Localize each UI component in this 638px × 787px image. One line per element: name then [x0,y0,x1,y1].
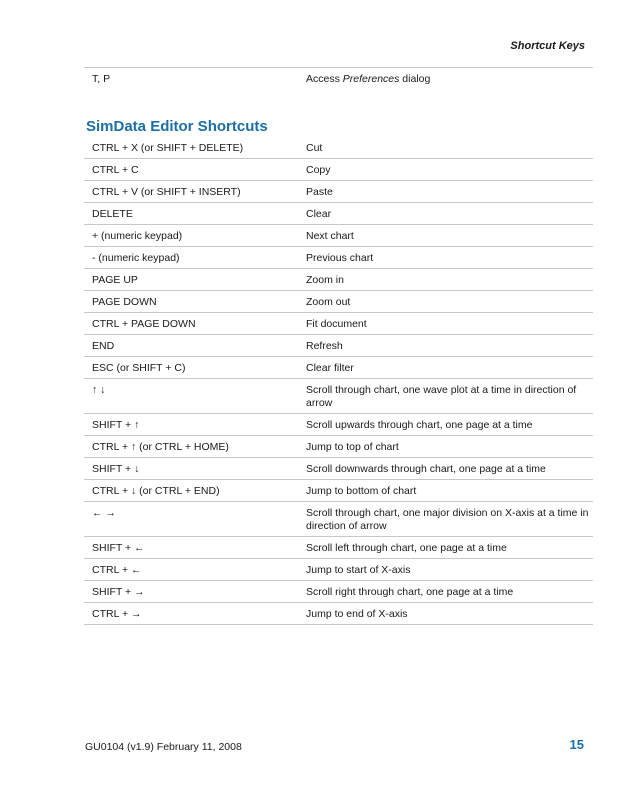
shortcut-description: Scroll right through chart, one page at a time [306,586,514,598]
shortcut-description: Cut [306,142,323,154]
dialog-name: Preferences [342,73,400,85]
table-row [84,502,593,537]
shortcut-key: CTRL + C [92,164,139,176]
table-row [84,269,593,291]
shortcut-key: ESC (or SHIFT + C) [92,362,186,374]
table-row [84,137,593,159]
shortcut-key: CTRL + → [92,608,142,620]
table-row [84,559,593,581]
section-heading: SimData Editor Shortcuts [86,118,268,135]
shortcut-key: SHIFT + ↓ [92,463,140,475]
document-info: GU0104 (v1.9) February 11, 2008 [85,741,242,753]
table-row [84,313,593,335]
shortcut-description: Jump to top of chart [306,441,399,453]
shortcut-description: Clear filter [306,362,354,374]
shortcut-key: + (numeric keypad) [92,230,183,242]
shortcut-key: PAGE DOWN [92,296,157,308]
shortcut-key: ← → [92,507,116,519]
shortcut-description: Previous chart [306,252,374,264]
shortcut-description: Zoom out [306,296,351,308]
shortcut-description: Jump to bottom of chart [306,485,417,497]
shortcut-description: Jump to end of X-axis [306,608,408,620]
shortcut-description: Scroll through chart, one wave plot at a time in direction of arrow [306,384,577,409]
shortcut-description: Paste [306,186,333,198]
shortcut-key: ↑ ↓ [92,384,106,396]
table-row [84,291,593,313]
table-row [84,581,593,603]
shortcut-key: SHIFT + ← [92,542,145,554]
table-row [84,68,593,90]
table-row [84,537,593,559]
table-row [84,335,593,357]
shortcut-key: CTRL + PAGE DOWN [92,318,196,330]
shortcut-key: CTRL + V (or SHIFT + INSERT) [92,186,241,198]
shortcut-key: CTRL + ← [92,564,142,576]
table-row [84,458,593,480]
table-row [84,603,593,625]
shortcut-description: Copy [306,164,331,176]
shortcut-key: CTRL + ↓ (or CTRL + END) [92,485,220,497]
shortcut-description: Scroll downwards through chart, one page at a time [306,463,546,475]
shortcut-description: Scroll upwards through chart, one page at a time [306,419,533,431]
table-row [84,357,593,379]
shortcut-key: T, P [92,73,111,85]
shortcut-key: END [92,340,115,352]
table-row [84,436,593,458]
shortcut-table [84,137,593,625]
table-row [84,203,593,225]
running-header: Shortcut Keys [510,40,585,52]
shortcut-key: CTRL + ↑ (or CTRL + HOME) [92,441,229,453]
table-row [84,414,593,436]
table-row [84,379,593,414]
shortcut-key: CTRL + X (or SHIFT + DELETE) [92,142,244,154]
shortcut-key: SHIFT + → [92,586,145,598]
shortcut-description: Zoom in [306,274,344,286]
table-row [84,181,593,203]
shortcut-description: Scroll left through chart, one page at a time [306,542,507,554]
table-row [84,480,593,502]
table-row [84,159,593,181]
table-row [84,225,593,247]
shortcut-key: SHIFT + ↑ [92,419,140,431]
shortcut-description: Fit document [306,318,367,330]
table-row [84,247,593,269]
shortcut-key: - (numeric keypad) [92,252,180,264]
page-number: 15 [569,737,584,752]
shortcut-key: PAGE UP [92,274,138,286]
shortcut-description: Jump to start of X-axis [306,564,411,576]
shortcut-description: Access Preferences dialog [306,73,431,85]
shortcut-description: Clear [306,208,332,220]
shortcut-description: Next chart [306,230,354,242]
shortcut-description: Scroll through chart, one major division on X-axis at a time in direction of arrow [306,507,589,532]
shortcut-key: DELETE [92,208,133,220]
shortcut-description: Refresh [306,340,343,352]
